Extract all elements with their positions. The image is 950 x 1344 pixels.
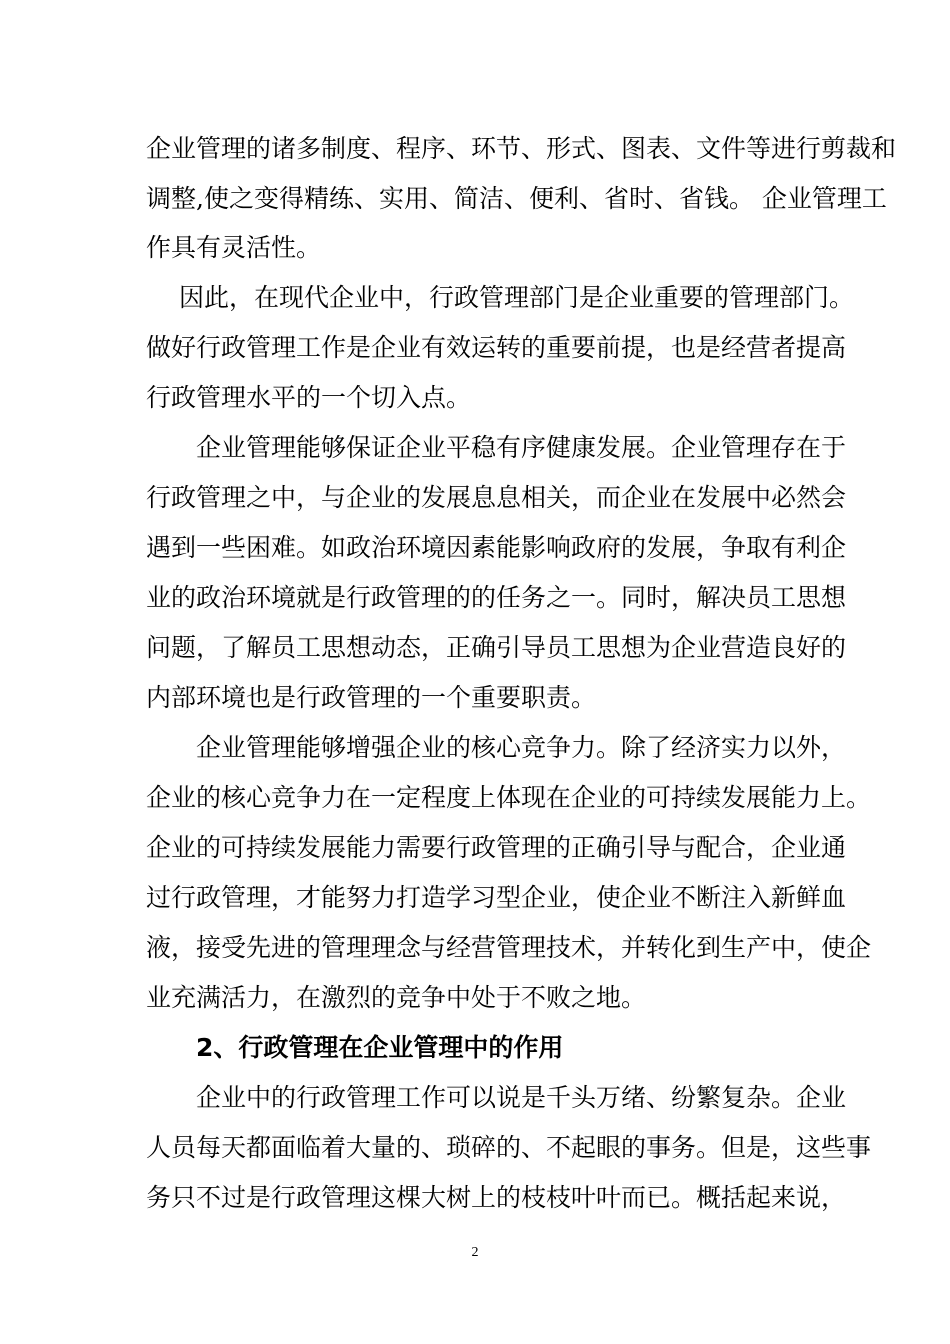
body-line: 调整,使之变得精练、实用、简洁、便利、省时、省钱。 企业管理工	[146, 184, 887, 213]
paragraph-start-line: 企业管理能够保证企业平稳有序健康发展。企业管理存在于	[196, 433, 847, 462]
section-heading: 2、行政管理在企业管理中的作用	[196, 1033, 564, 1062]
body-line: 行政管理水平的一个切入点。	[146, 383, 472, 412]
body-line: 务只不过是行政管理这棵大树上的枝枝叶叶而已。概括起来说，	[146, 1183, 847, 1212]
body-line: 企业的可持续发展能力需要行政管理的正确引导与配合，企业通	[146, 833, 847, 862]
body-line: 企业的核心竞争力在一定程度上体现在企业的可持续发展能力上。	[146, 783, 872, 812]
body-line: 遇到一些困难。如政治环境因素能影响政府的发展，争取有利企	[146, 533, 847, 562]
body-line: 问题，了解员工思想动态，正确引导员工思想为企业营造良好的	[146, 633, 847, 662]
body-line: 业充满活力，在激烈的竞争中处于不败之地。	[146, 983, 647, 1012]
body-line: 业的政治环境就是行政管理的的任务之一。同时，解决员工思想	[146, 583, 847, 612]
body-line: 液，接受先进的管理理念与经营管理技术，并转化到生产中，使企	[146, 933, 872, 962]
paragraph-start-line: 因此，在现代企业中，行政管理部门是企业重要的管理部门。	[179, 283, 855, 312]
body-line: 作具有灵活性。	[146, 233, 322, 262]
body-line: 做好行政管理工作是企业有效运转的重要前提，也是经营者提高	[146, 333, 847, 362]
body-line: 过行政管理，才能努力打造学习型企业，使企业不断注入新鲜血	[146, 883, 847, 912]
body-line: 行政管理之中，与企业的发展息息相关，而企业在发展中必然会	[146, 483, 847, 512]
body-line: 企业管理的诸多制度、程序、环节、形式、图表、文件等进行剪裁和	[146, 134, 897, 163]
body-line: 内部环境也是行政管理的一个重要职责。	[146, 683, 597, 712]
page-number: 2	[471, 1245, 479, 1260]
paragraph-start-line: 企业中的行政管理工作可以说是千头万绪、纷繁复杂。企业	[196, 1083, 847, 1112]
body-line: 人员每天都面临着大量的、琐碎的、不起眼的事务。但是，这些事	[146, 1133, 872, 1162]
paragraph-start-line: 企业管理能够增强企业的核心竞争力。除了经济实力以外，	[196, 733, 847, 762]
